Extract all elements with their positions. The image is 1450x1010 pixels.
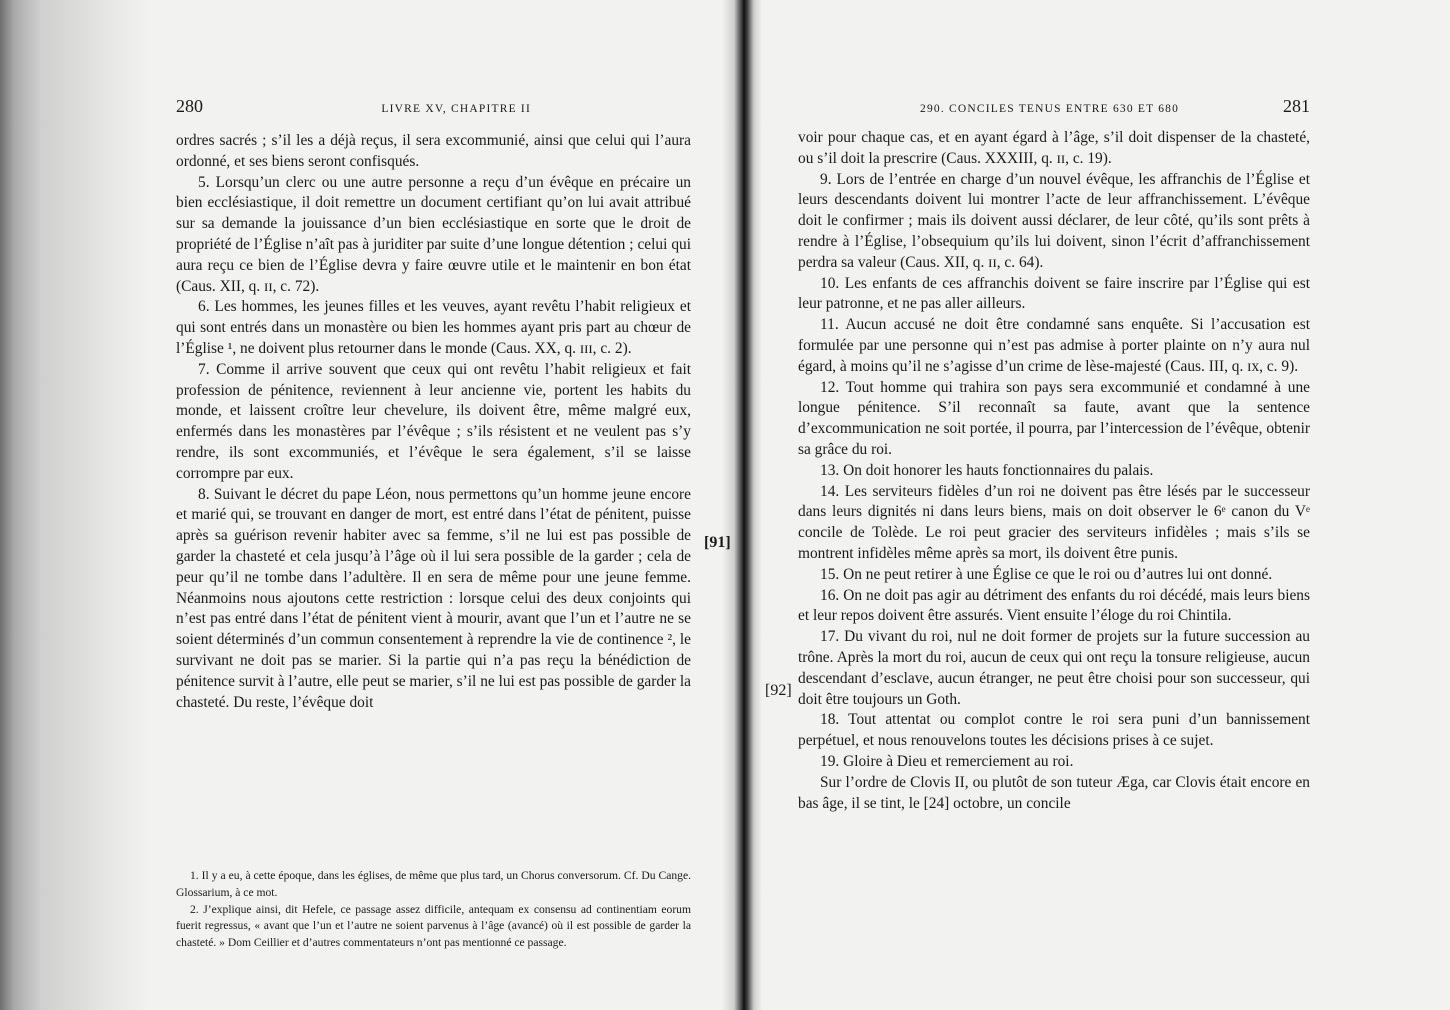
paragraph: 6. Les hommes, les jeunes filles et les veuves, ayant revêtu l’habit religieux et qui sont entrés dans un monastère ou bien les hommes ayant pris part au chœur de l’Église ¹, ne doivent plus retourner dans le monde (Caus. XX, q. ɪɪɪ, c. 2). <box>176 298 691 357</box>
paragraph: ordres sacrés ; s’il les a déjà reçus, il sera excommunié, ainsi que celui qui l’aura ordonné, et ses biens seront confisqués. <box>176 132 691 170</box>
paragraph: 9. Lors de l’entrée en charge d’un nouvel évêque, les affranchis de l’Église et leurs descendants doivent lui montrer l’acte de leur affranchissement. L’évêque doit le confirmer ; mais ils doivent aussi déclarer, de leur côté, qu’ils sont prêts à rendre à l’Église, l’obsequium qu’ils lui doivent, sinon l’écrit d’affranchissement perdra sa valeur (Caus. XII, q. ɪɪ, c. 64). <box>798 170 1310 271</box>
right-running-title: 290. CONCILES TENUS ENTRE 630 ET 680 <box>920 103 1180 115</box>
paragraph: 8. Suivant le décret du pape Léon, nous permettons qu’un homme jeune encore et marié qui, se trouvant en danger de mort, est entré dans l’état de pénitent, puisse après sa guérison revenir habiter avec sa femme, s’il ne lui est pas possible de garder la chasteté et cela jusqu’à l’âge où il lui sera possible de la garder ; cela de peur qu’il ne tombe dans l’adultère. Il en sera de même pour une jeune femme. Néanmoins nous ajoutons cette restriction : lorsque celui des deux conjoints qui n’est pas entré dans l’état de pénitent vient à mourir, avant que l’un et l’autre ne se soient déterminés d’un commun consentement à reprendre la vie de continence ², le survivant ne doit pas se marier. Si la partie qui n’a pas reçu la bénédiction de pénitence survit à l’autre, elle peut se marier, s’il ne lui est pas possible de garder la chasteté. Du reste, l’évêque doit <box>176 485 691 711</box>
paragraph: 11. Aucun accusé ne doit être condamné sans enquête. Si l’accusation est formulée par une personne qui n’est pas admise à porter plainte on n’y aura nul égard, à moins qu’il ne s’agisse d’un crime de lèse-majesté (Caus. III, q. ɪx, c. 9). <box>798 316 1310 375</box>
book-gutter <box>722 0 762 1010</box>
margin-marker-91: [91] <box>704 534 731 551</box>
paragraph: 19. Gloire à Dieu et remerciement au roi. <box>820 752 1074 770</box>
right-page-number: 281 <box>1283 96 1310 116</box>
paragraph: 10. Les enfants de ces affranchis doivent se faire inscrire par l’Église qui est leur patronne, et ne pas aller ailleurs. <box>798 274 1310 313</box>
footnote: 1. Il y a eu, à cette époque, dans les églises, de même que plus tard, un Chorus conversorum. Cf. Du Cange. Glossarium, à ce mot. <box>176 869 691 899</box>
footnote: 2. J’explique ainsi, dit Hefele, ce passage assez difficile, antequam ex consensu ad continentiam eorum fuerit regressus, « avant que l’un et l’autre ne soient parvenus à l’âge (avancé) où il est possible de garder la chasteté. » Dom Ceillier et d’autres commentateurs n’ont pas mentionné ce passage. <box>176 902 691 950</box>
right-body-text <box>798 128 1310 814</box>
paragraph: 17. Du vivant du roi, nul ne doit former de projets sur la future succession au trône. Après la mort du roi, aucun de ceux qui ont reçu la tonsure religieuse, aucun descendant d’esclave, aucun étranger, ne peut être choisi pour son successeur, qui doit être toujours un Goth. <box>798 628 1310 708</box>
left-footnotes <box>176 868 691 952</box>
paragraph: 16. On ne doit pas agir au détriment des enfants du roi décédé, mais leurs biens et leur repos doivent être assurés. Vient ensuite l’éloge du roi Chintila. <box>798 586 1310 625</box>
paragraph: 7. Comme il arrive souvent que ceux qui ont revêtu l’habit religieux et fait profession de pénitence, reviennent à leur ancienne vie, portent les habits du monde, et laissent croître leur chevelure, ils doivent être, même malgré eux, enfermés dans les monastères par l’évêque ; s’ils résistent et ne veulent pas s’y rendre, ils sont excommuniés, et l’évêque le sera également, s’il se laisse corrompre par eux. <box>176 360 691 482</box>
left-body-text <box>176 131 691 713</box>
margin-marker-92: [92] <box>765 682 792 699</box>
right-running-head <box>798 96 1310 120</box>
left-running-title: LIVRE XV, CHAPITRE II <box>381 103 531 115</box>
paragraph: 5. Lorsqu’un clerc ou une autre personne a reçu d’un évêque en précaire un bien ecclésiastique, il doit remettre un document certifiant qu’on lui avait attribué sur sa demande la jouissance d’un bien ecclésiastique en sorte que le droit de propriété de l’Église n’aît pas à juriditer par suite d’une longue détention ; celui qui aura reçu ce bien de l’Église devra y faire œuvre utile et le maintenir en bon état (Caus. XII, q. ɪɪ, c. 72). <box>176 173 691 295</box>
left-page-number: 280 <box>176 96 203 116</box>
paragraph: 14. Les serviteurs fidèles d’un roi ne doivent pas être lésés par le successeur dans leurs dignités ni dans leurs biens, mais on doit observer le 6ᵉ canon du Vᵉ concile de Tolède. Le roi peut gracier des serviteurs infidèles ; mais s’ils se montrent infidèles même après sa mort, ils doivent être punis. <box>798 482 1310 562</box>
paragraph: 15. On ne peut retirer à une Église ce que le roi ou d’autres lui ont donné. <box>820 565 1273 583</box>
paragraph: 12. Tout homme qui trahira son pays sera excommunié et condamné à une longue pénitence. S’il reconnaît sa faute, avant que la sentence d’excommunication ne soit portée, il pourra, par l’intercession de l’évêque, obtenir sa grâce du roi. <box>798 378 1310 458</box>
page-stack-edge <box>0 0 150 1010</box>
paragraph: voir pour chaque cas, et en ayant égard à l’âge, s’il doit dispenser de la chasteté, ou s’il doit la prescrire (Caus. XXXIII, q. ɪɪ, c. 19). <box>798 129 1310 167</box>
left-running-head <box>176 96 691 120</box>
paragraph: Sur l’ordre de Clovis II, ou plutôt de son tuteur Æga, car Clovis était encore en bas âge, il se tint, le [24] octobre, un concile <box>798 773 1310 812</box>
paragraph: 13. On doit honorer les hauts fonctionnaires du palais. <box>820 461 1154 479</box>
paragraph: 18. Tout attentat ou complot contre le roi sera puni d’un bannissement perpétuel, et nous renouvelons toutes les décisions prises à ce sujet. <box>798 711 1310 750</box>
